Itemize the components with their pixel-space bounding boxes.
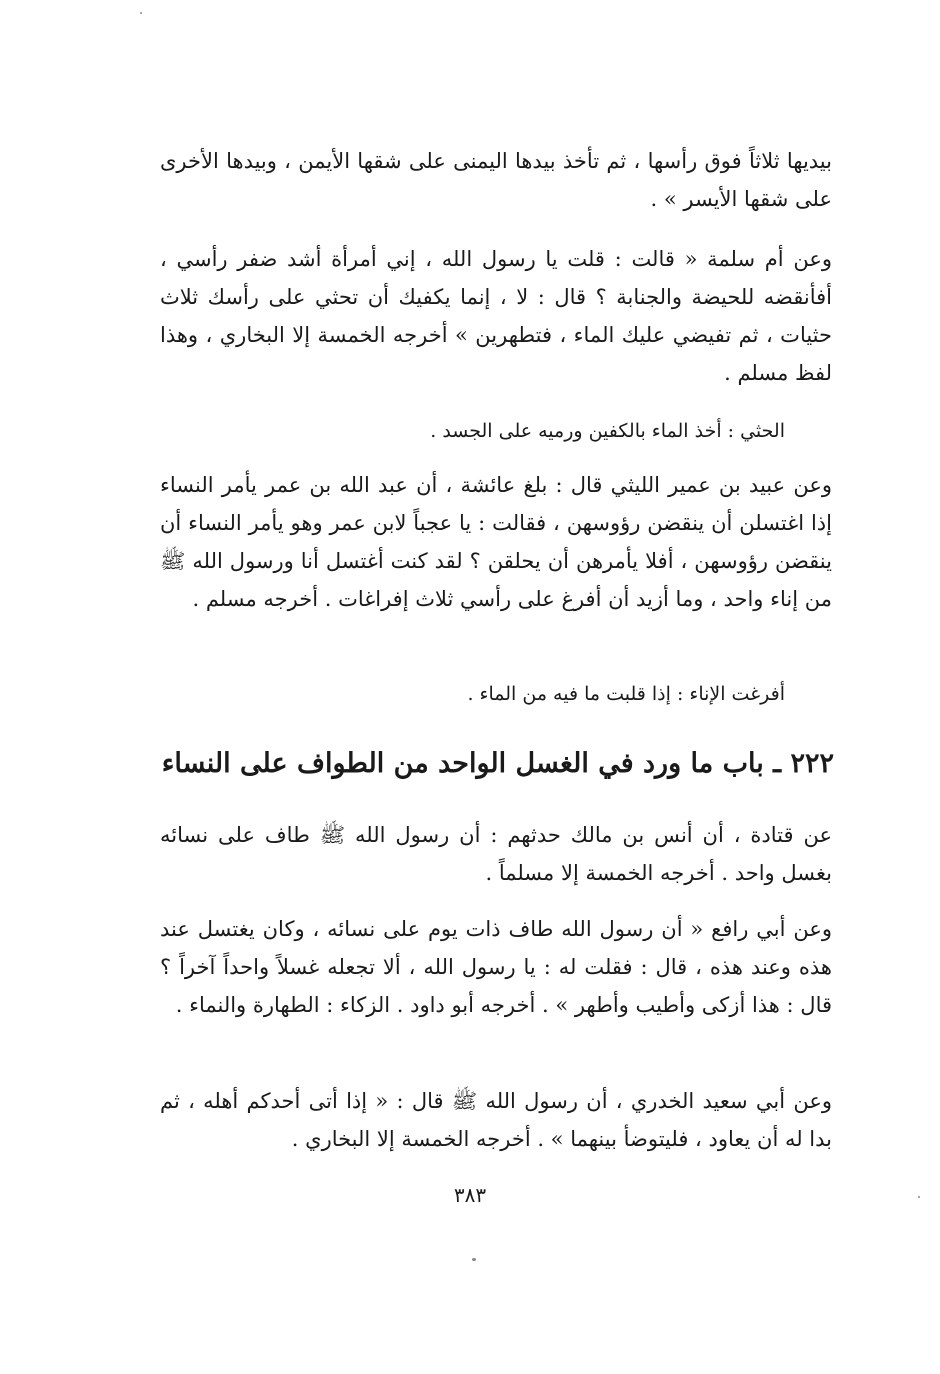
paragraph-abu-saeed: وعن أبي سعيد الخدري ، أن رسول الله ﷺ قال : « إذا أتى أحدكم أهله ، ثم بدا له أن يعاود ، فليتوضأ بينهما » . أخرجه الخمسة إلا البخاري .	[160, 1089, 832, 1151]
note-hathy-definition: الحثي : أخذ الماء بالكفين ورميه على الجسد .	[430, 420, 785, 442]
paragraph-ubaid-bin-umair: وعن عبيد بن عمير الليثي قال : بلغ عائشة ، أن عبد الله بن عمر يأمر النساء إذا اغتسلن أن ينقضن رؤوسهن ، فقالت : يا عجباً لابن عمر وهو يأمر النساء أن ينقضن رؤوسهن ، أفلا يأمرهن أن يحلقن ؟ لقد كنت أغتسل أنا ورسول الله ﷺ من إناء واحد ، وما أزيد أن أفرغ على رأسي ثلاث إفراغات . أخرجه مسلم .	[160, 473, 832, 611]
chapter-heading: ٢٢٢ ـ باب ما ورد في الغسل الواحد من الطواف على النساء	[161, 748, 834, 779]
scan-speck	[472, 1258, 476, 1261]
page-number: ٣٨٣	[453, 1183, 487, 1207]
paragraph-umm-salama: وعن أم سلمة « قالت : قلت يا رسول الله ، إني أمرأة أشد ضفر رأسي ، أفأنقضه للحيضة والجنابة ؟ قال : لا ، إنما يكفيك أن تحثي على رأسك ثلاث حثيات ، ثم تفيضي عليك الماء ، فتطهرين » أخرجه الخمسة إلا البخاري ، وهذا لفظ مسلم .	[160, 247, 832, 385]
scan-speck	[918, 1196, 920, 1198]
paragraph-qatada: عن قتادة ، أن أنس بن مالك حدثهم : أن رسول الله ﷺ طاف على نسائه بغسل واحد . أخرجه الخمسة إلا مسلماً .	[160, 823, 832, 885]
scan-speck	[140, 12, 142, 14]
note-afraghat-definition: أفرغت الإناء : إذا قلبت ما فيه من الماء .	[467, 683, 785, 705]
paragraph-continuation: بيديها ثلاثاً فوق رأسها ، ثم تأخذ بيدها اليمنى على شقها الأيمن ، وبيدها الأخرى على شقها الأيسر » .	[160, 149, 832, 211]
paragraph-abu-rafi: وعن أبي رافع « أن رسول الله طاف ذات يوم على نسائه ، وكان يغتسل عند هذه وعند هذه ، قال : فقلت له : يا رسول الله ، ألا تجعله غسلاً واحداً آخراً ؟ قال : هذا أزكى وأطيب وأطهر » . أخرجه أبو داود . الزكاء : الطهارة والنماء .	[160, 917, 832, 1017]
